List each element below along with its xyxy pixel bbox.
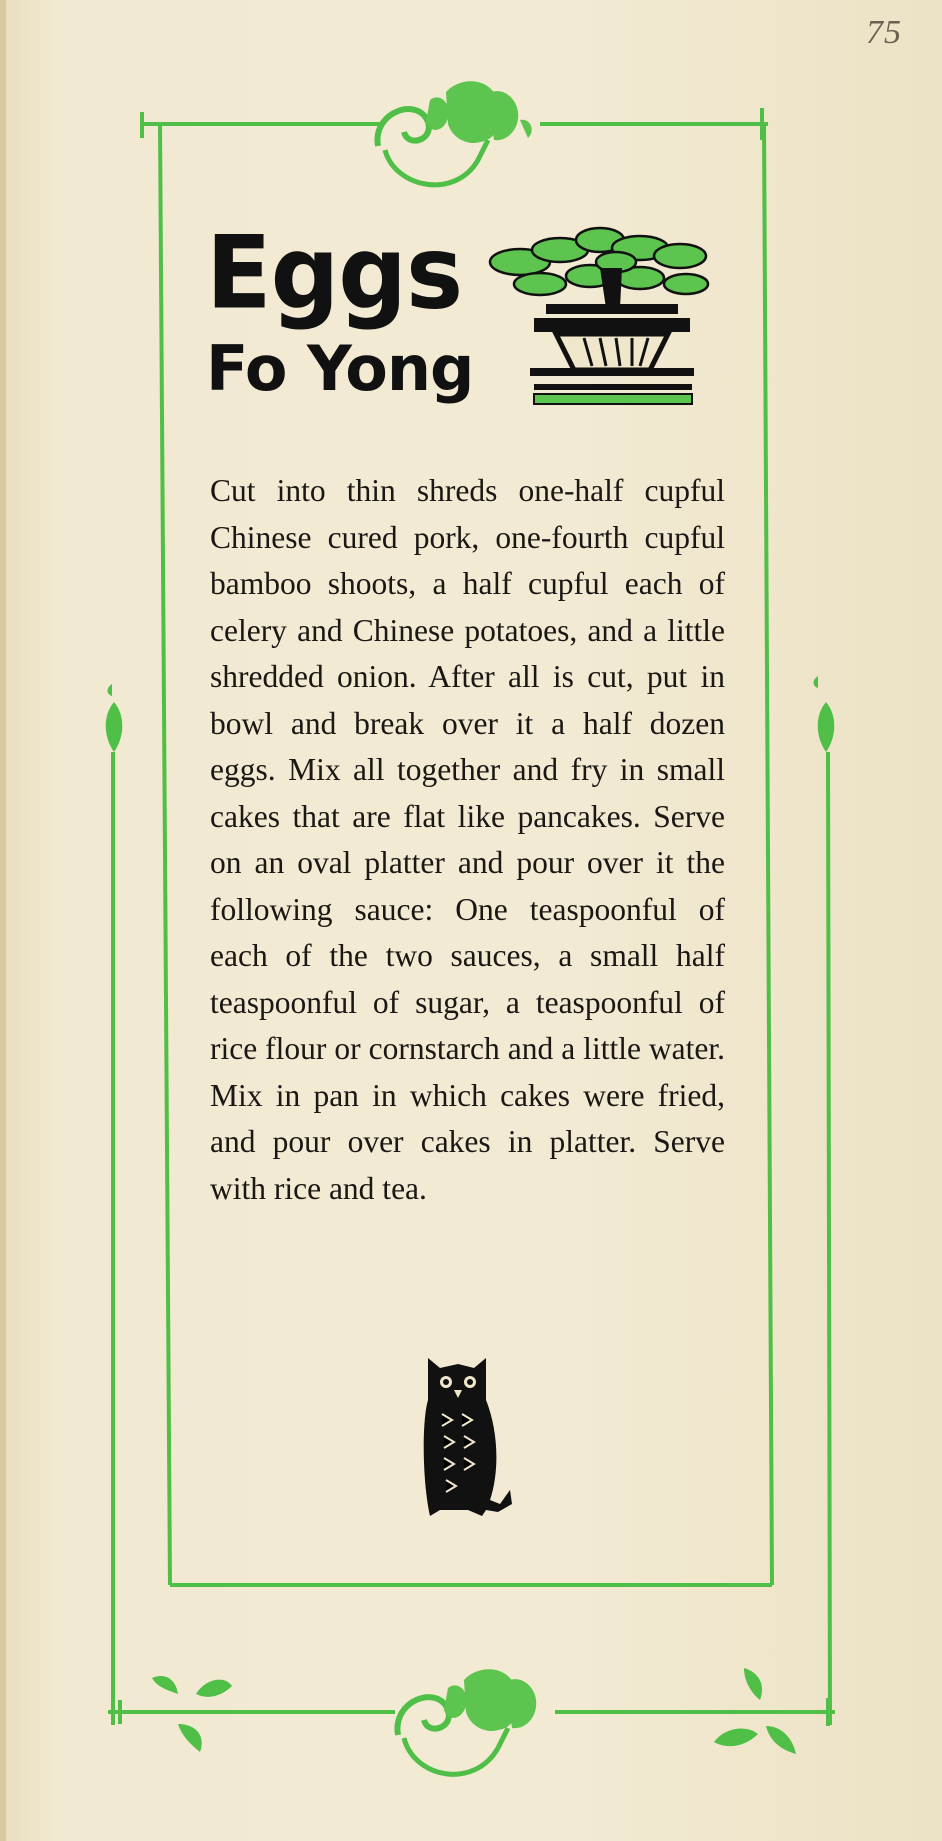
bonsai-bowl-icon: [490, 228, 708, 404]
bottom-curl-ornament-icon: [397, 1669, 536, 1774]
page-number: 75: [866, 14, 902, 51]
recipe-subtitle: Fo Yong: [206, 332, 474, 405]
owl-icon: [424, 1358, 512, 1516]
recipe-body-text: Cut into thin shreds one-half cupful Chinese cured pork, one-fourth cupful bamboo shoots, a half cupful each of celery and Chinese potatoes, and a little shredded onion. After all is cut, put in bowl and break over it a half dozen eggs. Mix all together and fry in small cakes that are flat like pancakes. Serve on an oval platter and pour over it the following sauce: One teaspoonful of each of the two sauces, a small half teaspoonful of sugar, a teaspoonful of rice flour or cornstarch and a little water. Mix in pan in which cakes were fried, and pour over cakes in platter. Serve with rice and tea.: [210, 473, 725, 1206]
top-curl-ornament-icon: [377, 81, 531, 185]
recipe-title: Eggs: [206, 214, 463, 332]
